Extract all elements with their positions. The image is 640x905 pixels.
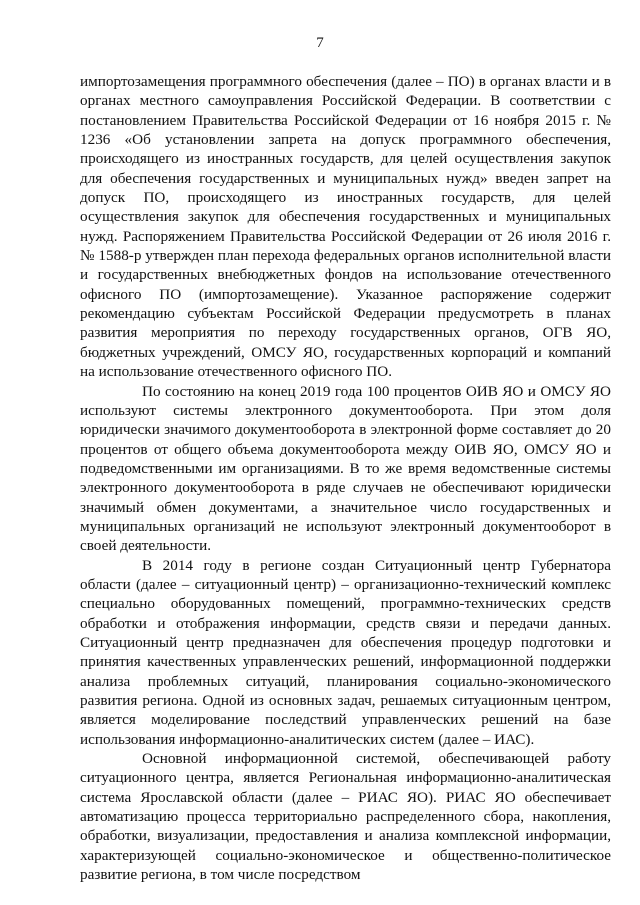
paragraph-document-flow: По состоянию на конец 2019 года 100 процентов ОИВ ЯО и ОМСУ ЯО используют системы электронного документооборота. При этом доля юридически значимого документооборота в электронной форме составляет до 20 процентов от общего объема документооборота между ОИВ ЯО, ОМСУ ЯО и подведомственными им организациями. В то же время ведомственные системы электронного документооборота в ряде случаев не обеспечивают юридически значимый обмен документами, а значительное число государственных и муниципальных организаций не используют электронный документооборот в своей деятельности. — [80, 382, 611, 555]
paragraph-rias: Основной информационной системой, обеспечивающей работу ситуационного центра, является Региональная информационно-аналитическая система Ярославской области (далее – РИАС ЯО). РИАС ЯО обеспечивает автоматизацию процесса территориально распределенного сбора, накопления, обработки, визуализации, предоставления и анализа комплексной информации, характеризующей социально-экономическое и общественно-политическое развитие региона, в том числе посредством — [80, 750, 611, 884]
paragraph-situation-center: В 2014 году в регионе создан Ситуационный центр Губернатора области (далее – ситуационный центр) – организационно-технический комплекс специально оборудованных помещений, программно-технических средств обработки и отображения информации, средств связи и передачи данных. Ситуационный центр предназначен для обеспечения процедур подготовки и принятия качественных управленческих решений, информационной поддержки анализа проблемных ситуаций, планирования социально-экономического развития региона. Одной из основных задач, решаемых ситуационным центром, является моделирование последствий управленческих решений на базе использования информационно-аналитических систем (далее – ИАС). — [80, 556, 611, 748]
page-number: 7 — [316, 35, 324, 51]
document-body — [80, 72, 611, 884]
paragraph-continuation: импортозамещения программного обеспечения (далее – ПО) в органах власти и в органах местного самоуправления Российской Федерации. В соответствии с постановлением Правительства Российской Федерации от 16 ноября 2015 г. № 1236 «Об установлении запрета на допуск программного обеспечения, происходящего из иностранных государств, для целей осуществления закупок для обеспечения государственных и муниципальных нужд» введен запрет на допуск ПО, происходящего из иностранных государств, для целей осуществления закупок для обеспечения государственных и муниципальных нужд. Распоряжением Правительства Российской Федерации от 26 июля 2016 г. № 1588-р утвержден план перехода федеральных органов исполнительной власти и государственных внебюджетных фондов на использование отечественного офисного ПО (импортозамещение). Указанное распоряжение содержит рекомендацию субъектам Российской Федерации предусмотреть в планах развития мероприятия по переходу государственных органов, ОГВ ЯО, бюджетных учреждений, ОМСУ ЯО, государственных корпораций и компаний на использование отечественного офисного ПО. — [80, 73, 611, 381]
